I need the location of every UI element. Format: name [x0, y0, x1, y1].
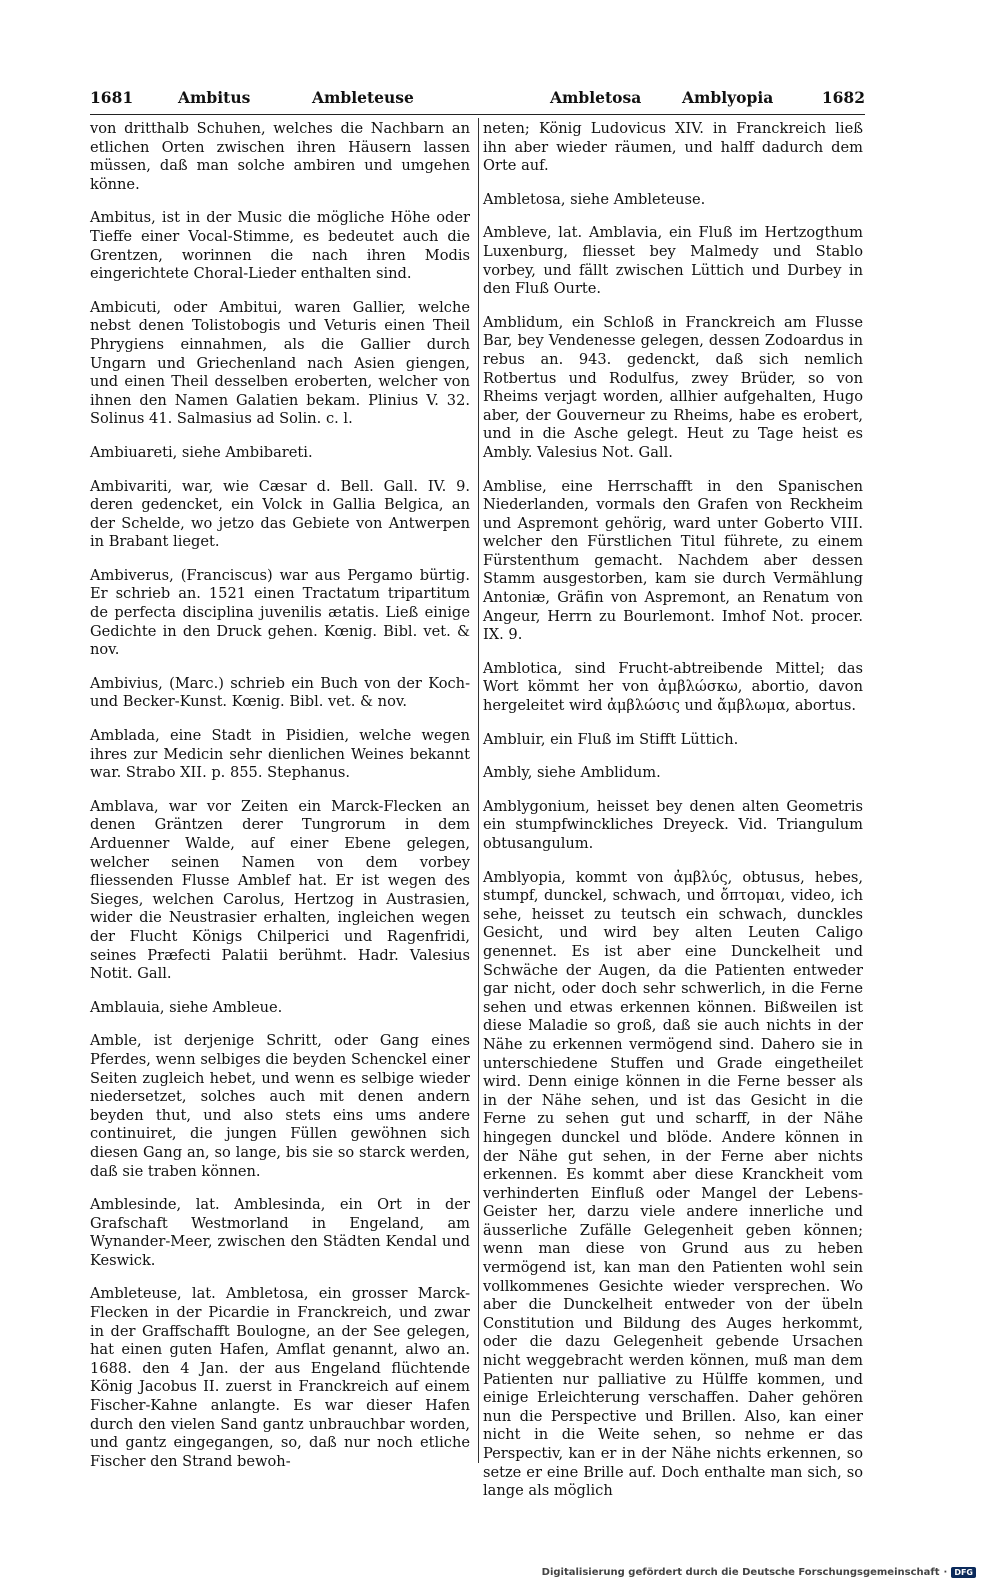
entry-text: Amblygonium, heisset bey denen alten Geometris ein stumpfwinckliches Dreyeck. Vid. Triangulum obtusangulum. [483, 797, 863, 852]
entry-text: Ambitus, ist in der Music die mögliche Höhe oder Tieffe einer Vocal-Stimme, es bedeutet auch die Grentzen, worinnen die nach ihren Modis eingerichtete Choral-Lieder enthalten sind. [90, 209, 470, 283]
entry-text: Amblesinde, lat. Amblesinda, ein Ort in der Grafschaft Westmorland in Engeland, am Wynander-Meer, zwischen den Städten Kendal und Keswick. [90, 1196, 470, 1269]
dictionary-entry [483, 224, 863, 298]
entry-text: Ambluir, ein Fluß im Stifft Lüttich. [483, 730, 739, 748]
left-column [90, 120, 470, 1486]
dictionary-entry [483, 191, 863, 210]
dictionary-entry [90, 478, 470, 552]
dictionary-entry [90, 1196, 470, 1270]
header-rule [90, 114, 865, 115]
dictionary-entry [90, 1285, 470, 1471]
entry-text: Ambivariti, war, wie Cæsar d. Bell. Gall. IV. 9. deren gedencket, ein Volck in Gallia Belgica, an der Schelde, wo jetzo das Gebiete von Antwerpen in Brabant lieget. [90, 477, 470, 551]
entry-text: Ambleteuse, lat. Ambletosa, ein grosser Marck-Flecken in der Picardie in Franckreich, und zwar in der Graffschafft Boulogne, an der See gelegen, hat einen guten Hafen, Amflat genannt, alwo an. 1688. den 4 Jan. der aus Engeland flüchtende König Jacobus II. zuerst in Franckreich auf einem Fischer-Kahne anlangte. Es war dieser Hafen durch den vielen Sand gantz unbrauchbar worden, und gantz eingegangen, so, daß nur noch etliche Fischer den Strand bewoh- [90, 1285, 470, 1470]
dictionary-entry [483, 660, 863, 716]
page-number-right: 1682 [821, 88, 865, 107]
entry-text: neten; König Ludovicus XIV. in Franckreich ließ ihn aber wieder räumen, und halff dadurch dem Orte auf. [483, 120, 863, 175]
entry-text: Ambly, siehe Amblidum. [483, 764, 661, 782]
dictionary-entry [483, 764, 863, 783]
entry-text: Ambicuti, oder Ambitui, waren Gallier, welche nebst denen Tolistobogis und Veturis einen Theil Phrygiens einnahmen, als die Gallier durch Ungarn und Griechenland nach Asien giengen, und einen Theil desselben eroberten, welcher von ihnen den Namen Galatien bekam. Plinius V. 32. Solinus 41. Salmasius ad Solin. c. l. [90, 298, 470, 428]
catchword-right-2: Amblyopia [682, 88, 774, 107]
entry-text: Ambiverus, (Franciscus) war aus Pergamo bürtig. Er schrieb an. 1521 einen Tractatum tripartitum de perfecta disciplina juvenilis ætatis. Ließ einige Gedichte in den Druck gehen. Kœnig. Bibl. vet. & nov. [90, 566, 470, 659]
dictionary-entry [90, 1032, 470, 1181]
dictionary-entry [483, 120, 863, 176]
dictionary-entry [483, 314, 863, 463]
dictionary-entry [483, 478, 863, 645]
entry-text: Ambletosa, siehe Ambleteuse. [483, 190, 706, 208]
catchword-right-1: Ambletosa [550, 88, 642, 107]
entry-text: Amble, ist derjenige Schritt, oder Gang eines Pferdes, wenn selbiges die beyden Schenckel einer Seiten zugleich hebet, und wenn es selbige wieder niedersetzet, solches auch mit denen andern beyden thut, und also stets eins ums andere continuiret, die jungen Füllen gewöhnen sich diesen Gang an, so lange, bis sie so starck werden, daß sie traben können. [90, 1032, 470, 1180]
dictionary-entry [483, 869, 863, 1501]
entry-text: von dritthalb Schuhen, welches die Nachbarn an etlichen Orten zwischen ihren Häusern lassen müssen, daß man solche ambiren und umgehen könne. [90, 120, 470, 193]
dictionary-entry [90, 299, 470, 429]
entry-text: Amblidum, ein Schloß in Franckreich am Flusse Bar, bey Vendenesse gelegen, dessen Zodoardus in rebus an. 943. gedenckt, daß sich nemlich Rotbertus und Rodulfus, zwey Brüder, so von Rheims verjagt worden, allhier aufgehalten, Hugo aber, der Gouverneur zu Rheims, habe es erobert, und in die Asche gelegt. Heut zu Tage heist es Ambly. Valesius Not. Gall. [483, 313, 863, 461]
entry-text: Ambivius, (Marc.) schrieb ein Buch von der Koch-und Becker-Kunst. Kœnig. Bibl. vet. & nov. [90, 674, 470, 711]
dictionary-entry [90, 798, 470, 984]
dfg-logo: DFG [951, 1567, 976, 1578]
column-divider [478, 118, 479, 1463]
dictionary-entry [90, 675, 470, 712]
page-number-left: 1681 [90, 88, 134, 107]
entry-text: Amblava, war vor Zeiten ein Marck-Flecken an denen Gräntzen derer Tungrorum in dem Arduenner Walde, auf einer Ebene gelegen, welcher seinen Namen von dem vorbey fliessenden Flusse Amblef hat. Er ist wegen des Sieges, welchen Carolus, Hertzog in Austrasien, wider die Neustrasier erhalten, ingleichen wegen der Flucht Königs Chilperici und Ragenfridi, seines Præfecti Palatii berühmt. Hadr. Valesius Notit. Gall. [90, 797, 470, 983]
dictionary-entry [483, 798, 863, 854]
entry-text: Ambiuareti, siehe Ambibareti. [90, 443, 313, 461]
page-header [90, 88, 865, 114]
entry-text: Amblyopia, kommt von ἀμβλύς, obtusus, hebes, stumpf, dunckel, schwach, und ὄπτομαι, video, ich sehe, heisset zu teutsch ein schwach, dunckles Gesicht, und wird bey alten Leuten Caligo genennet. Es ist aber eine Dunckelheit und Schwäche der Augen, da die Patienten entweder gar nicht, oder doch sehr schwerlich, in die Ferne sehen und etwas erkennen können. Bißweilen ist diese Maladie so groß, daß sie auch nichts in der Nähe zu erkennen vermögend sind. Dahero sie in unterschiedene Stuffen und Grade eingetheilet wird. Denn einige können in die Ferne besser als in der Nähe sehen, und ist das Gesicht in die Ferne zu sehen gut und scharff, in der Nähe hingegen dunckel und blöde. Andere können in der Nähe gut sehen, in der Ferne aber nichts erkennen. Es kommt aber diese Kranckheit vom verhinderten Einfluß oder Mangel der Lebens-Geister her, darzu viele andere innerliche und äusserliche Zufälle Gelegenheit geben können; wenn man diese von Grund aus zu heben vermögend ist, kan man den Patienten wohl sein vollkommenes Gesichte wieder versprechen. Wo aber die Dunckelheit entweder von der übeln Constitution und Bildung des Auges herkommt, oder die dazu Gelegenheit gebende Ursachen nicht weggebracht werden können, muß man dem Patienten nur palliative zu Hülffe kommen, und einige Erleichterung verschaffen. Daher gehören nun die Perspective und Brillen. Also, kan einer nicht in die Weite sehen, so nehme er das Perspectiv, kan er in der Nähe nichts erkennen, so setze er eine Brille auf. Doch enthalte man sich, so lange als möglich [483, 868, 863, 1500]
dictionary-entry [90, 567, 470, 660]
right-column [483, 120, 863, 1516]
footer-text: Digitalisierung gefördert durch die Deutsche Forschungsgemeinschaft [541, 1566, 940, 1578]
dictionary-entry [90, 727, 470, 783]
dictionary-entry [483, 731, 863, 750]
digitization-footer: Digitalisierung gefördert durch die Deutsche Forschungsgemeinschaft · DFG [542, 1562, 976, 1582]
catchword-left-1: Ambitus [178, 88, 251, 107]
entry-text: Amblada, eine Stadt in Pisidien, welche wegen ihres zur Medicin sehr dienlichen Weines bekannt war. Strabo XII. p. 855. Stephanus. [90, 727, 470, 782]
dictionary-entry [90, 120, 470, 194]
dictionary-entry [90, 444, 470, 463]
entry-text: Ambleve, lat. Amblavia, ein Fluß im Hertzogthum Luxenburg, fliesset bey Malmedy und Stablo vorbey, und fällt zwischen Lüttich und Durbey in den Fluß Ourte. [483, 224, 863, 298]
entry-text: Amblauia, siehe Ambleue. [90, 998, 283, 1016]
dictionary-entry [90, 999, 470, 1018]
catchword-left-2: Ambleteuse [312, 88, 414, 107]
dictionary-entry [90, 209, 470, 283]
entry-text: Amblise, eine Herrschafft in den Spanischen Niederlanden, vormals den Grafen von Reckheim und Aspremont gehörig, ward unter Goberto VIII. welcher den Fürstlichen Titul führete, zu einem Fürstenthum gemacht. Nachdem aber dessen Stamm ausgestorben, kam sie durch Vermählung Antoniæ, Gräfin von Aspremont, an Renatum von Angeur, Herrn zu Bourlemont. Imhof Not. procer. IX. 9. [483, 477, 863, 644]
entry-text: Amblotica, sind Frucht-abtreibende Mittel; das Wort kömmt her von ἀμβλώσκω, abortio, davon hergeleitet wird ἀμβλώσις und ἄμβλωμα, abortus. [483, 659, 863, 715]
